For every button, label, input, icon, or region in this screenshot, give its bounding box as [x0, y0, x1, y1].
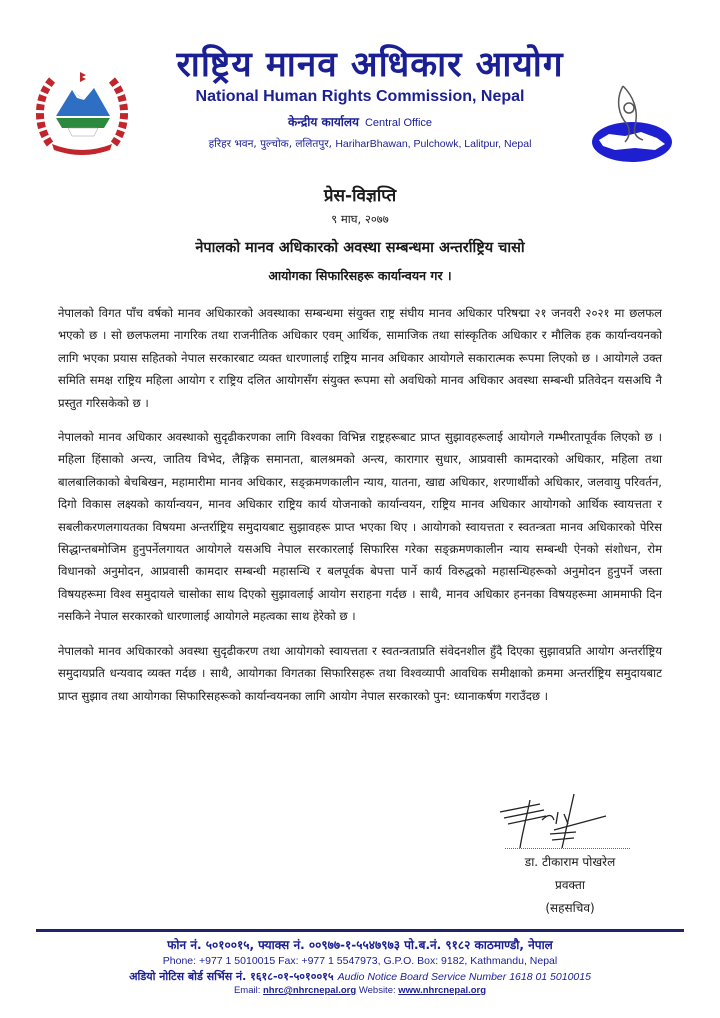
footer-links: [0, 985, 720, 996]
paragraph: नेपालको विगत पाँच वर्षको मानव अधिकारको अवस्थाका सम्बन्धमा संयुक्त राष्ट्र संघीय मानव अधिकार परिषद्मा २१ जनवरी २०२१ मा छलफल भएको छ । सो छलफलमा नागरिक तथा राजनीतिक अधिकार एवम् आर्थिक, सामाजिक तथा सांस्कृतिक अधिकार र मौलिक हक कार्यान्वयनको लागि भएका प्रयास सहितको नेपाल सरकारबाट व्यक्त धारणालाई राष्ट्रिय मानव अधिकार आयोगले सकारात्मक रूपमा लिएको छ । आयोगले उक्त समिति समक्ष राष्ट्रिय महिला आयोग र राष्ट्रिय दलित आयोगसँग संयुक्त रूपमा सो अवधिको मानव अधिकार अवस्था सम्बन्धी प्रतिवेदन यसअघि नै प्रस्तुत गरिसकेको छ ।: [58, 306, 662, 410]
audio-notice-nepali: अडियो नोटिस बोर्ड सर्भिस नं. १६१८-०१-५०१००१५: [129, 970, 334, 983]
signature: [490, 790, 640, 850]
signatory-role: प्रवक्ता: [555, 878, 585, 892]
signature-line: [505, 848, 630, 849]
signatory-name: डा. टीकाराम पोखरेल: [524, 855, 616, 869]
nhrc-logo-icon: [585, 80, 680, 175]
address-english: HariharBhawan, Pulchowk, Lalitpur, Nepal: [335, 138, 532, 150]
address: [175, 137, 565, 151]
footer-audio-notice: [0, 969, 720, 984]
website-link[interactable]: www.nhrcnepal.org: [398, 985, 487, 996]
org-name-nepali: राष्ट्रिय मानव अधिकार आयोग: [176, 45, 564, 85]
letterhead: [0, 0, 720, 165]
document-body: [58, 302, 662, 719]
footer-contact-english: Phone: +977 1 5010015 Fax: +977 1 5547973, G.P.O. Box: 9182, Kathmandu, Nepal: [162, 955, 558, 967]
signatory-rank: (सहसचिव): [545, 901, 595, 915]
nepal-emblem-icon: [32, 66, 132, 156]
headline: नेपालको मानव अधिकारको अवस्था सम्बन्धमा अन्तर्राष्ट्रिय चासो: [195, 240, 525, 256]
office-nepali: केन्द्रीय कार्यालय: [287, 115, 359, 129]
footer-contact-nepali: फोन नं. ५०१००१५, फ्याक्स नं. ००९७७-१-५५४७९७३ पो.ब.नं. ९१८२ काठमाण्डौ, नेपाल: [167, 938, 553, 952]
email-label: Email:: [233, 985, 261, 996]
subheadline: आयोगका सिफारिसहरू कार्यान्वयन गर ।: [268, 268, 452, 283]
footer-divider: [36, 929, 684, 932]
website-label: Website:: [358, 985, 396, 996]
paragraph: नेपालको मानव अधिकारको अवस्था सुदृढीकरण तथा आयोगको स्वायत्तता र स्वतन्त्रताप्रति संवेदनशील हुँदै दिएका सुझावप्रति आयोग अन्तर्राष्ट्रिय समुदायप्रति धन्यवाद व्यक्त गर्दछ । साथै, आयोगका विगतका सिफारिसहरू तथा विश्वव्यापी आवधिक समीक्षाको क्रममा अन्तर्राष्ट्रिय समुदायबाट प्राप्त सुझाव तथा आयोगका सिफारिसहरूको कार्यान्वयनका लागि आयोग नेपाल सरकारको पुन: ध्यानाकर्षण गराउँदछ ।: [58, 643, 662, 703]
org-name-english: National Human Rights Commission, Nepal: [195, 88, 525, 105]
document-date: ९ माघ, २०७७: [331, 212, 389, 226]
audio-notice-english: Audio Notice Board Service Number 1618 01 5010015: [337, 971, 591, 983]
paragraph: नेपालको मानव अधिकार अवस्थाको सुदृढीकरणका लागि विश्वका विभिन्न राष्ट्रहरूबाट प्राप्त सुझावहरूलाई आयोगले गम्भीरतापूर्वक लिएको छ । महिला हिंसाको अन्त्य, जातिय विभेद, लैङ्गिक समानता, बालश्रमको अन्त्य, कारागार सुधार, आप्रवासी कामदारको अधिकार, महिला तथा बालबालिकाको बेचबिखन, महामारीमा मानव अधिकार, सङ्क्रमणकालीन न्याय, यातना, खाद्य अधिकार, शरणार्थीको अधिकार, जलवायु परिवर्तन, दिगो विकास लक्ष्यको कार्यान्वयन, मानव अधिकार राष्ट्रिय कार्य योजनाको कार्यान्वयन, राष्ट्रिय मानव अधिकार आयोगको आर्थिक स्वायत्तता र सबलीकरणलगायतका विषयमा अन्तर्राष्ट्रिय समुदायबाट सुझावहरू प्राप्त भएका थिए । आयोगको स्वायत्तता र स्वतन्त्रता मानव अधिकारको पेरिस सिद्धान्तबमोजिम हुनुपर्नेलगायत आयोगले यसअघि नेपाल सरकारलाई सिफारिस गरेका सङ्क्रमणकालीन न्याय सम्बन्धी ऐनको संशोधन, रोम विधानको अनुमोदन, आप्रवासी कामदार सम्बन्धी महासन्धि र बलपूर्वक बेपत्ता पार्ने कार्य विरुद्धको महासन्धिहरूको अनुमोदन हुनुपर्ने जस्ता विषयहरूमा विश्व समुदायले चासोका साथ दिएको सुझावलाई आयोग सराहना गर्दछ । साथै, मानव अधिकार हननका विषयहरूमा आममाफी दिन नसकिने नेपाल सरकारको धारणालाई आयोगले महत्वका साथ हेरेको छ ।: [58, 430, 662, 624]
office-label: [180, 113, 540, 130]
address-nepali: हरिहर भवन, पुल्चोक, ललितपुर,: [208, 138, 332, 150]
document-title: प्रेस-विज्ञप्ति: [323, 186, 397, 206]
email-link[interactable]: nhrc@nhrcnepal.org: [262, 985, 357, 996]
office-english: Central Office: [364, 117, 433, 129]
